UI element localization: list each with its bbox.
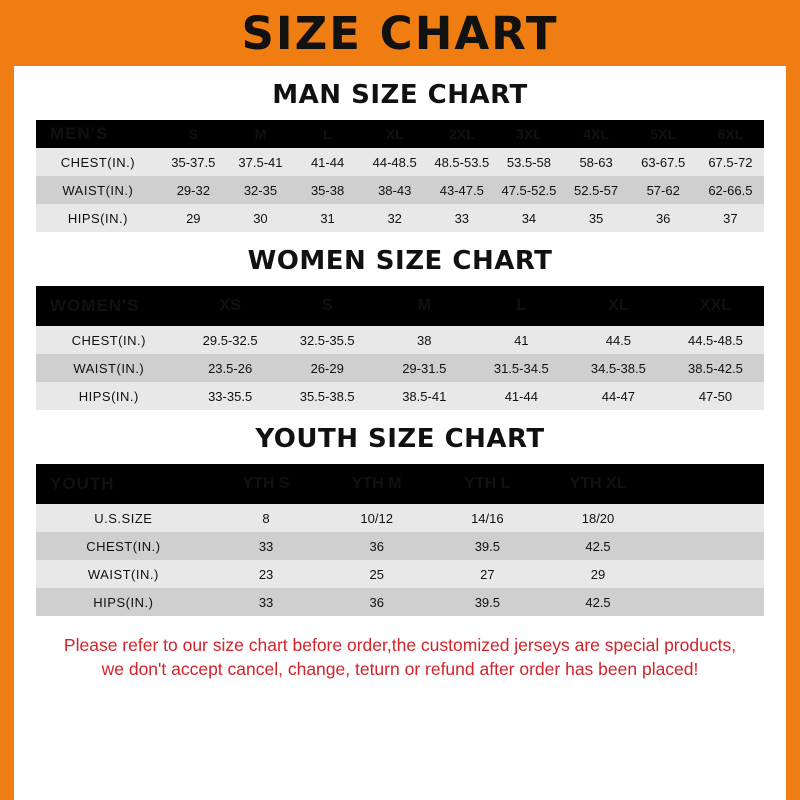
table-header-label: WOMEN'S [36, 286, 182, 326]
table-cell: 32.5-35.5 [279, 326, 376, 354]
table-cell: 34.5-38.5 [570, 354, 667, 382]
table-header-cell: XL [361, 120, 428, 148]
footer-note [48, 634, 752, 681]
table-cell: 18/20 [543, 504, 654, 532]
table-header-spacer [653, 464, 764, 504]
row-label: CHEST(IN.) [36, 148, 160, 176]
table-cell: 32 [361, 204, 428, 232]
section-title-women: WOMEN SIZE CHART [247, 246, 553, 276]
table-cell: 35-38 [294, 176, 361, 204]
table-cell: 33 [211, 588, 322, 616]
table-cell: 41 [473, 326, 570, 354]
table-cell: 38-43 [361, 176, 428, 204]
table-cell: 26-29 [279, 354, 376, 382]
footer-note-line-2: we don't accept cancel, change, teturn or refund after order has been placed! [101, 658, 699, 679]
table-cell: 31.5-34.5 [473, 354, 570, 382]
table-cell: 36 [630, 204, 697, 232]
row-label: U.S.SIZE [36, 504, 211, 532]
table-header-label: YOUTH [36, 464, 211, 504]
table-cell: 44-47 [570, 382, 667, 410]
table-cell: 8 [211, 504, 322, 532]
row-label: HIPS(IN.) [36, 382, 182, 410]
table-cell: 34 [495, 204, 562, 232]
table-row [36, 354, 764, 382]
table-header-cell: YTH XL [543, 464, 654, 504]
table-cell: 57-62 [630, 176, 697, 204]
table-cell-spacer [653, 504, 764, 532]
table-cell: 39.5 [432, 532, 543, 560]
table-cell: 41-44 [473, 382, 570, 410]
table-header-cell: 6XL [697, 120, 764, 148]
table-cell-spacer [653, 532, 764, 560]
banner [14, 0, 786, 66]
table-row [36, 504, 764, 532]
table-cell: 35-37.5 [160, 148, 227, 176]
table-cell: 10/12 [321, 504, 432, 532]
table-cell: 33-35.5 [182, 382, 279, 410]
content [14, 80, 786, 681]
table-header-cell: YTH S [211, 464, 322, 504]
table-header-row [36, 464, 764, 504]
table-cell: 53.5-58 [495, 148, 562, 176]
table-header-cell: 2XL [428, 120, 495, 148]
table-cell: 33 [428, 204, 495, 232]
section-title-man: MAN SIZE CHART [272, 80, 528, 110]
row-label: WAIST(IN.) [36, 354, 182, 382]
table-header-cell: 4XL [563, 120, 630, 148]
table-cell: 23 [211, 560, 322, 588]
table-cell: 32-35 [227, 176, 294, 204]
table-header-cell: 5XL [630, 120, 697, 148]
table-header-cell: YTH M [321, 464, 432, 504]
table-header-cell: XL [570, 286, 667, 326]
table-cell: 47-50 [667, 382, 764, 410]
table-cell: 42.5 [543, 588, 654, 616]
table-row [36, 560, 764, 588]
table-row [36, 176, 764, 204]
table-cell: 36 [321, 588, 432, 616]
table-man-sizes [36, 120, 764, 232]
table-cell: 39.5 [432, 588, 543, 616]
table-header-cell: M [376, 286, 473, 326]
table-cell: 36 [321, 532, 432, 560]
table-cell: 44.5-48.5 [667, 326, 764, 354]
table-cell: 43-47.5 [428, 176, 495, 204]
table-youth-sizes [36, 464, 764, 616]
table-cell: 29.5-32.5 [182, 326, 279, 354]
table-cell: 35.5-38.5 [279, 382, 376, 410]
section-title-youth: YOUTH SIZE CHART [255, 424, 545, 454]
table-header-cell: YTH L [432, 464, 543, 504]
table-header-cell: M [227, 120, 294, 148]
banner-title: SIZE CHART [241, 6, 559, 60]
table-header-cell: S [279, 286, 376, 326]
table-cell: 23.5-26 [182, 354, 279, 382]
table-header-cell: L [473, 286, 570, 326]
table-cell: 62-66.5 [697, 176, 764, 204]
footer-note-line-1: Please refer to our size chart before order,the customized jerseys are special products, [63, 635, 737, 655]
table-cell: 30 [227, 204, 294, 232]
table-row [36, 382, 764, 410]
table-cell: 44-48.5 [361, 148, 428, 176]
table-cell: 27 [432, 560, 543, 588]
table-row [36, 326, 764, 354]
table-cell: 44.5 [570, 326, 667, 354]
row-label: HIPS(IN.) [36, 204, 160, 232]
row-label: WAIST(IN.) [36, 176, 160, 204]
table-cell: 38.5-42.5 [667, 354, 764, 382]
section-man [36, 80, 764, 232]
table-cell: 29-31.5 [376, 354, 473, 382]
table-header-label: MEN'S [36, 120, 160, 148]
table-row [36, 204, 764, 232]
table-cell: 58-63 [563, 148, 630, 176]
table-header-cell: 3XL [495, 120, 562, 148]
table-cell-spacer [653, 560, 764, 588]
table-cell: 29 [160, 204, 227, 232]
table-header-cell: XXL [667, 286, 764, 326]
table-cell: 38 [376, 326, 473, 354]
row-label: HIPS(IN.) [36, 588, 211, 616]
table-cell: 41-44 [294, 148, 361, 176]
table-cell: 35 [563, 204, 630, 232]
table-cell: 33 [211, 532, 322, 560]
table-cell-spacer [653, 588, 764, 616]
table-header-row [36, 120, 764, 148]
table-cell: 14/16 [432, 504, 543, 532]
table-row [36, 148, 764, 176]
table-cell: 38.5-41 [376, 382, 473, 410]
table-cell: 25 [321, 560, 432, 588]
table-cell: 67.5-72 [697, 148, 764, 176]
table-cell: 31 [294, 204, 361, 232]
table-row [36, 532, 764, 560]
row-label: CHEST(IN.) [36, 532, 211, 560]
row-label: CHEST(IN.) [36, 326, 182, 354]
table-header-cell: L [294, 120, 361, 148]
table-row [36, 588, 764, 616]
table-header-cell: S [160, 120, 227, 148]
section-youth [36, 424, 764, 616]
row-label: WAIST(IN.) [36, 560, 211, 588]
table-cell: 48.5-53.5 [428, 148, 495, 176]
table-cell: 52.5-57 [563, 176, 630, 204]
table-header-row [36, 286, 764, 326]
table-cell: 37 [697, 204, 764, 232]
table-cell: 42.5 [543, 532, 654, 560]
table-cell: 29 [543, 560, 654, 588]
table-cell: 37.5-41 [227, 148, 294, 176]
table-women-sizes [36, 286, 764, 410]
table-cell: 29-32 [160, 176, 227, 204]
section-women [36, 246, 764, 410]
table-cell: 63-67.5 [630, 148, 697, 176]
table-header-cell: XS [182, 286, 279, 326]
table-cell: 47.5-52.5 [495, 176, 562, 204]
